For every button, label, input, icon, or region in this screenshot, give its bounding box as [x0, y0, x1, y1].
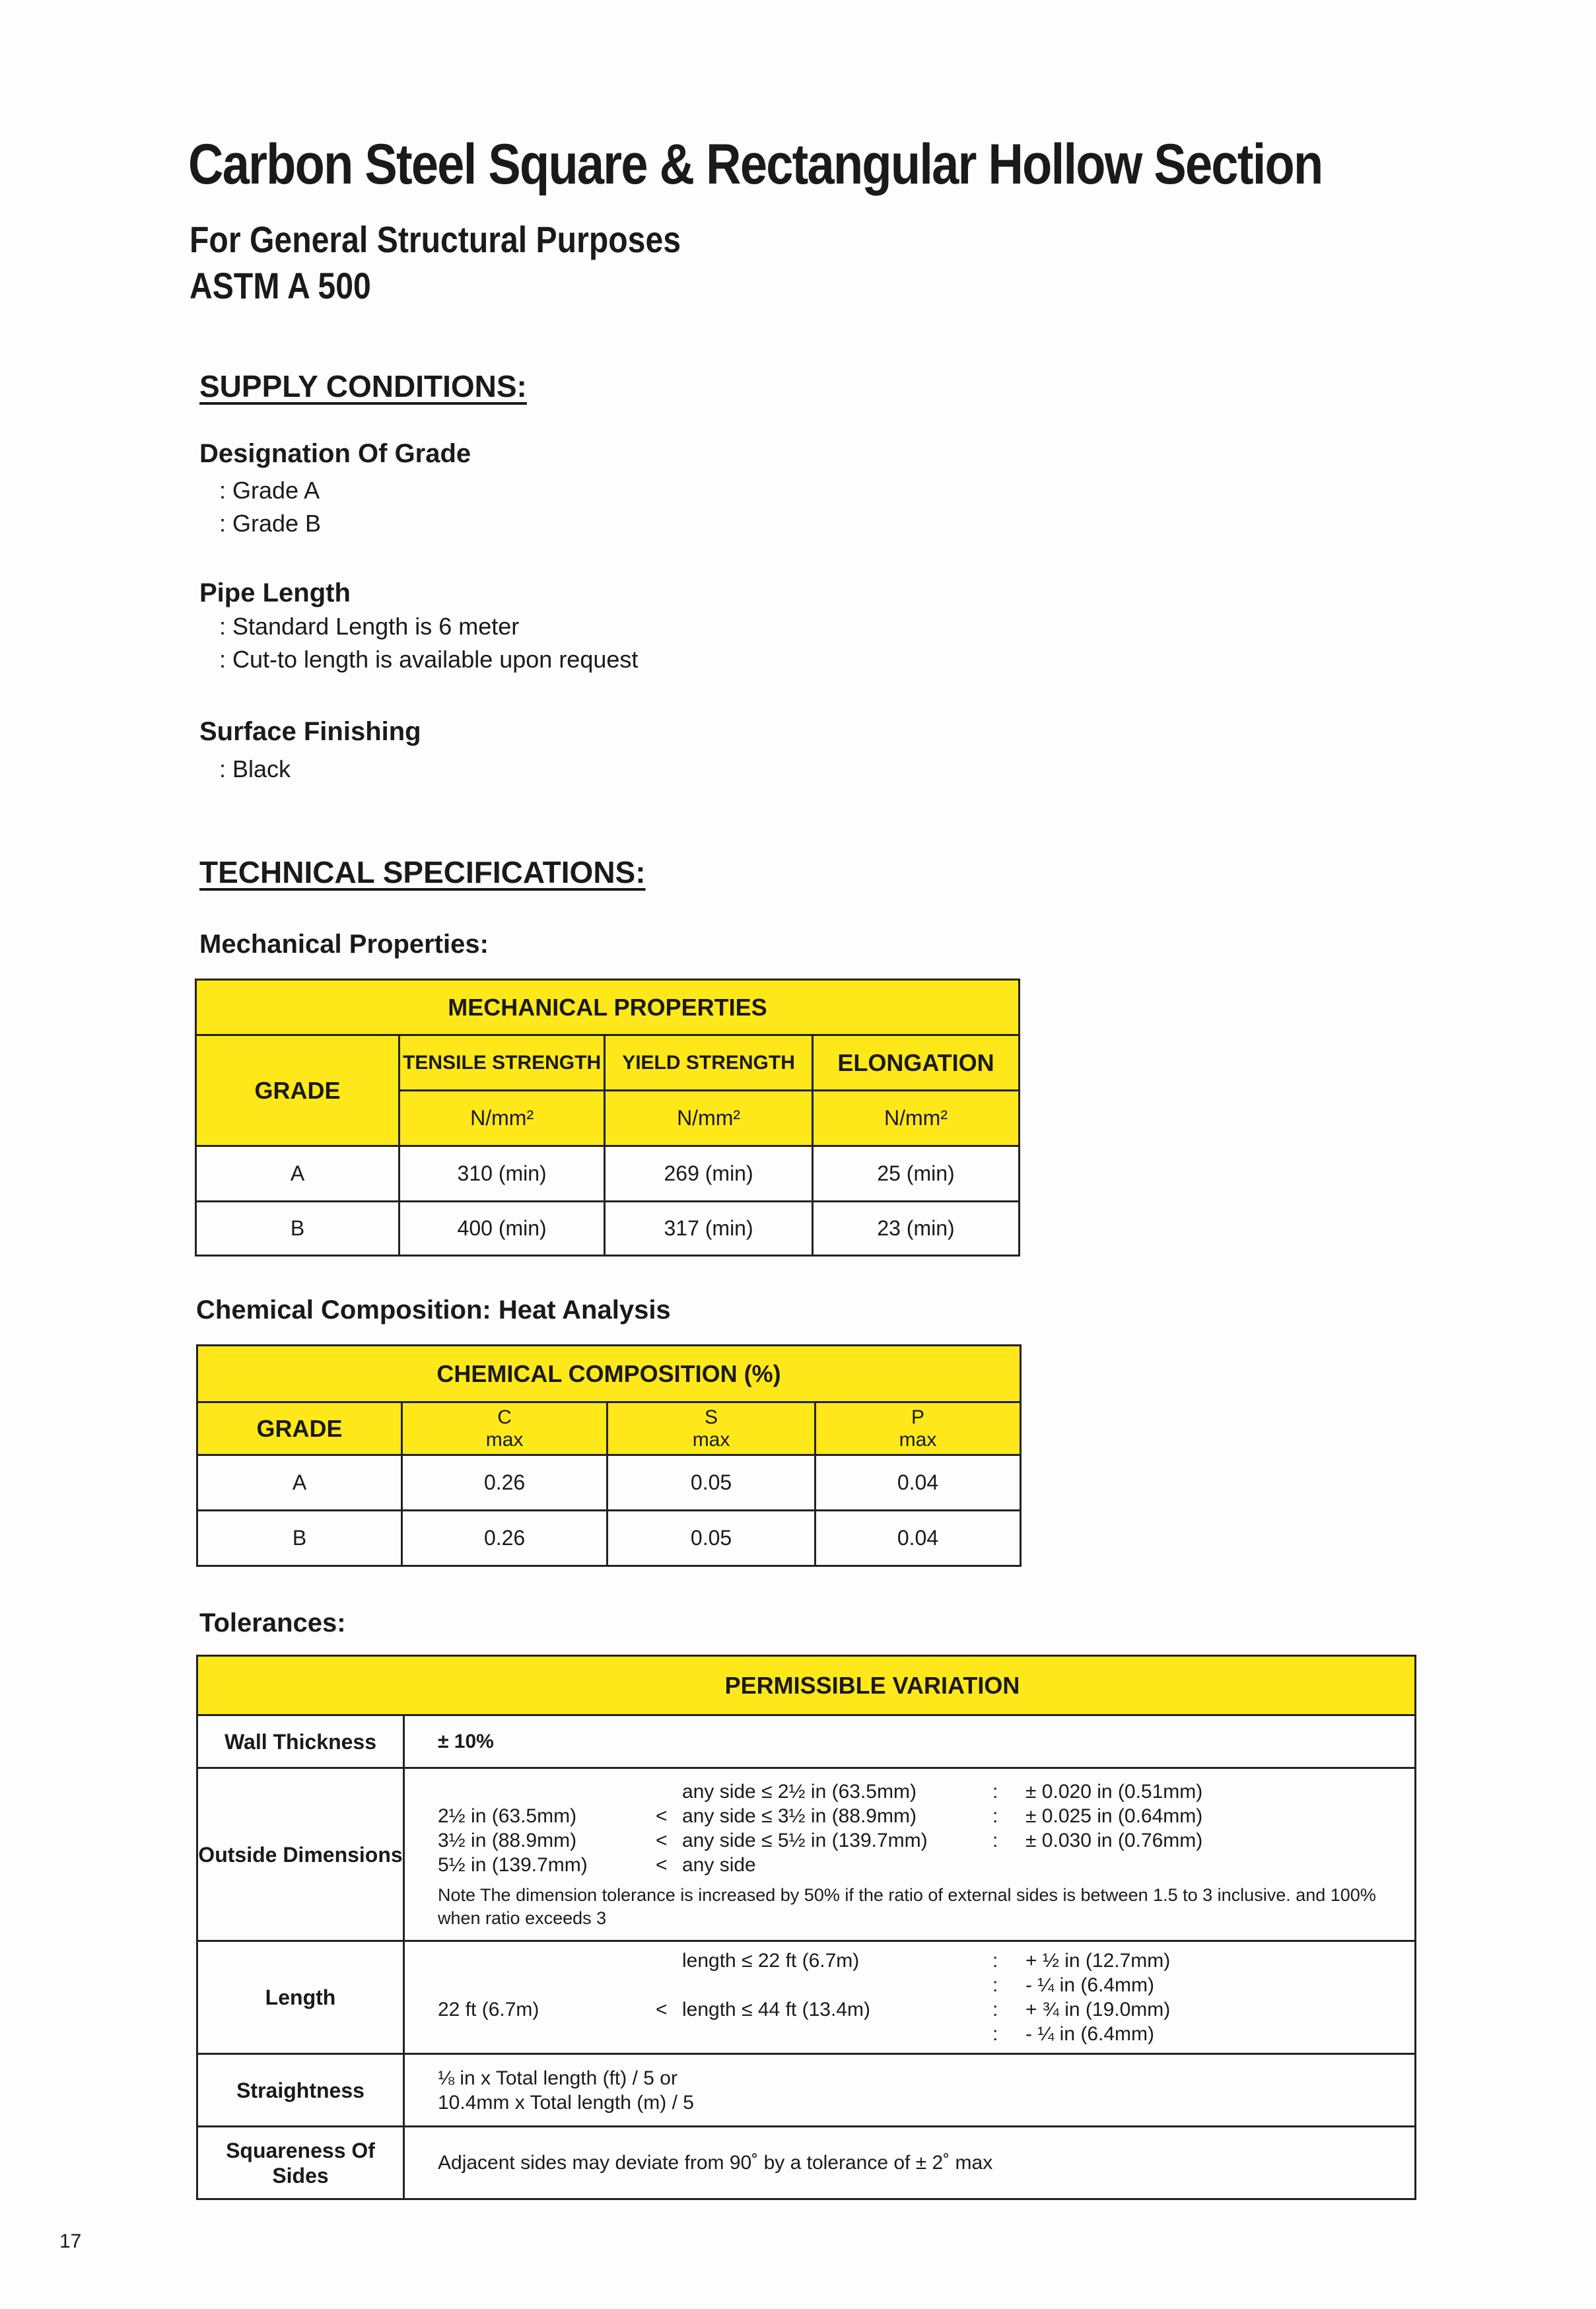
grade-header: GRADE: [197, 1402, 402, 1455]
table-row: [196, 1146, 1020, 1202]
elongation-cell: 23 (min): [813, 1202, 1020, 1256]
chemical-composition-label: Chemical Composition: Heat Analysis: [196, 1295, 671, 1325]
length-value: length ≤ 22 ft (6.7m) : + ½ in (12.7mm) : - ¼ in (6.4mm) 22 ft (6.7m) < length ≤ 44 ft (13.4m) : + ¾ in (19.0mm) : - ¼ in (6.4mm): [404, 1941, 1416, 2054]
mechanical-table-title: MECHANICAL PROPERTIES: [196, 980, 1020, 1035]
designation-label: Designation Of Grade: [199, 439, 471, 468]
dimension-note: Note The dimension tolerance is increased by 50% if the ratio of external sides is between 1.5 to 3 inclusive. and 100% when ratio exceeds 3: [438, 1884, 1376, 1928]
carbon-header: C max: [402, 1402, 607, 1455]
tensile-cell: 310 (min): [399, 1146, 605, 1202]
sulfur-header: S max: [607, 1402, 815, 1455]
technical-specifications-heading: TECHNICAL SPECIFICATIONS:: [199, 855, 646, 889]
tolerances-label: Tolerances:: [199, 1608, 346, 1637]
wall-thickness-value: ± 10%: [404, 1715, 1416, 1768]
sulfur-cell: 0.05: [607, 1455, 815, 1511]
page-title: Carbon Steel Square & Rectangular Hollow Section: [188, 133, 1323, 196]
outside-dimensions-label: Outside Dimensions: [197, 1768, 404, 1941]
squareness-label: Squareness Of Sides: [197, 2127, 404, 2199]
pipe-length-label: Pipe Length: [199, 578, 351, 607]
standard-code: ASTM A 500: [190, 265, 371, 306]
tensile-strength-header: TENSILE STRENGTH: [399, 1035, 605, 1091]
pipe-length-item: : Standard Length is 6 meter: [219, 613, 520, 640]
grade-cell: A: [196, 1146, 399, 1202]
length-label: Length: [197, 1941, 404, 2054]
tolerances-table: [196, 1655, 1416, 2200]
straightness-label: Straightness: [197, 2054, 404, 2127]
tolerance-table-title: PERMISSIBLE VARIATION: [197, 1656, 1416, 1715]
table-row: [197, 1511, 1021, 1566]
page-subtitle: For General Structural Purposes: [190, 219, 681, 260]
pipe-length-item: : Cut-to length is available upon request: [219, 646, 639, 673]
phosphorus-header: P max: [815, 1402, 1020, 1455]
table-row: [197, 1455, 1021, 1511]
unit-cell: N/mm²: [605, 1091, 813, 1146]
carbon-cell: 0.26: [402, 1455, 607, 1511]
table-row: [196, 1202, 1020, 1256]
sulfur-cell: 0.05: [607, 1511, 815, 1566]
grade-cell: B: [197, 1511, 402, 1566]
page-number: 17: [59, 2230, 82, 2252]
wall-thickness-label: Wall Thickness: [197, 1715, 404, 1768]
supply-conditions-heading: SUPPLY CONDITIONS:: [199, 369, 527, 403]
mechanical-properties-table: [195, 979, 1020, 1257]
mechanical-properties-label: Mechanical Properties:: [199, 930, 489, 959]
phosphorus-cell: 0.04: [815, 1511, 1020, 1566]
chemical-composition-table: [196, 1344, 1022, 1567]
unit-cell: N/mm²: [813, 1091, 1020, 1146]
straightness-value: ⅛ in x Total length (ft) / 5 or 10.4mm x Total length (m) / 5: [404, 2054, 1416, 2127]
elongation-header: ELONGATION: [813, 1035, 1020, 1091]
surface-finishing-item: : Black: [219, 755, 291, 782]
elongation-cell: 25 (min): [813, 1146, 1020, 1202]
unit-cell: N/mm²: [399, 1091, 605, 1146]
grade-header: GRADE: [196, 1035, 399, 1146]
carbon-cell: 0.26: [402, 1511, 607, 1566]
yield-cell: 317 (min): [605, 1202, 813, 1256]
grade-item: : Grade B: [219, 510, 322, 537]
squareness-value: Adjacent sides may deviate from 90˚ by a tolerance of ± 2˚ max: [404, 2127, 1416, 2199]
phosphorus-cell: 0.04: [815, 1455, 1020, 1511]
grade-item: : Grade A: [219, 477, 320, 504]
surface-finishing-label: Surface Finishing: [199, 717, 421, 746]
outside-dimensions-value: any side ≤ 2½ in (63.5mm) : ± 0.020 in (0.51mm) 2½ in (63.5mm) < any side ≤ 3½ in (88.9mm) : ± 0.025 in (0.64mm) 3½ in (88.9mm) < any side ≤ 5½ in (139.7mm) : ± 0.030 in (0.76mm) 5½ in (139.7mm) < any side Note The dimension tolerance is increased by 50% if the ratio of external sides is between 1.5 to 3 inclusive. and 100% when ratio exceeds 3: [404, 1768, 1416, 1941]
yield-strength-header: YIELD STRENGTH: [605, 1035, 813, 1091]
chemical-table-title: CHEMICAL COMPOSITION (%): [197, 1346, 1021, 1402]
yield-cell: 269 (min): [605, 1146, 813, 1202]
grade-cell: B: [196, 1202, 399, 1256]
tensile-cell: 400 (min): [399, 1202, 605, 1256]
grade-cell: A: [197, 1455, 402, 1511]
